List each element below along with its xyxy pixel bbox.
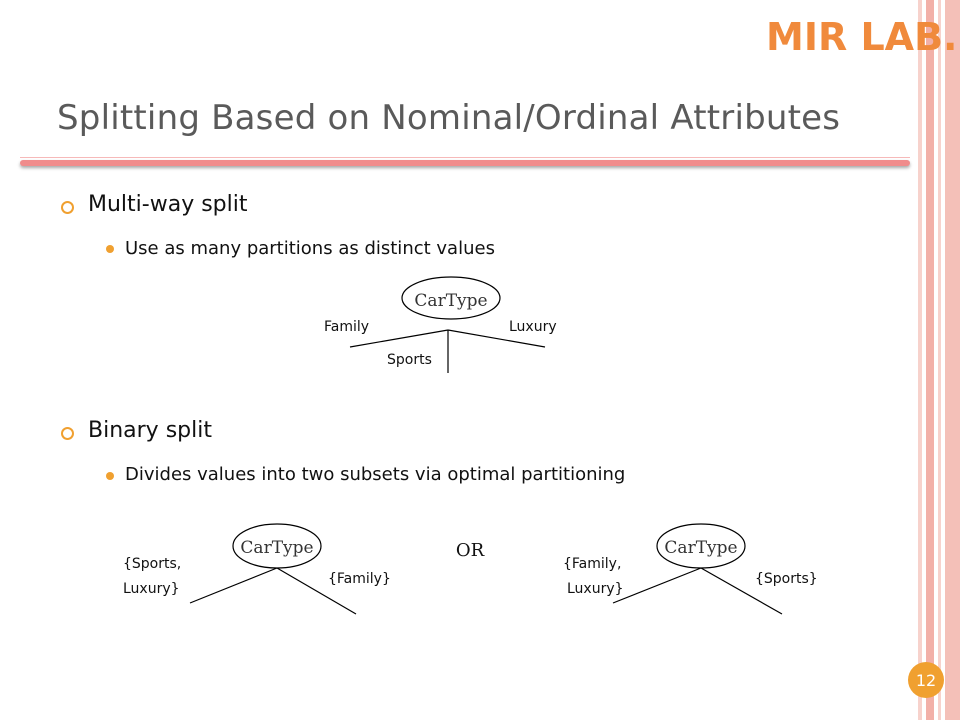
branch-label-left-1: {Family, (563, 556, 622, 572)
page-number-badge: 12 (908, 662, 944, 698)
sub-bullet-multiway: Use as many partitions as distinct values (125, 238, 495, 259)
branch-left (190, 568, 277, 603)
binary-tree-a (123, 524, 391, 614)
branch-label-left-2: Luxury} (123, 581, 180, 597)
branch-label-left-1: {Sports, (123, 556, 182, 572)
or-label: OR (455, 540, 485, 561)
binary-tree-b (563, 524, 818, 614)
branch-label-left-2: Luxury} (567, 581, 624, 597)
node-label: CarType (240, 538, 314, 558)
branch-label-sports: Sports (387, 352, 432, 368)
node-label: CarType (414, 291, 488, 311)
sub-bullet-binary: Divides values into two subsets via optimal partitioning (125, 464, 626, 485)
branch-label-right: {Sports} (755, 571, 818, 587)
branch-label-right: {Family} (328, 571, 391, 587)
branch-label-luxury: Luxury (509, 319, 557, 335)
bullet-multiway: Multi-way split (88, 192, 248, 217)
multiway-tree (324, 277, 557, 373)
logo-mark: MIR LAB. (766, 15, 958, 59)
node-label: CarType (664, 538, 738, 558)
branch-left (613, 568, 701, 603)
branch-label-family: Family (324, 319, 370, 335)
bullet-binary: Binary split (88, 418, 212, 443)
slide-title: Splitting Based on Nominal/Ordinal Attributes (57, 98, 841, 138)
